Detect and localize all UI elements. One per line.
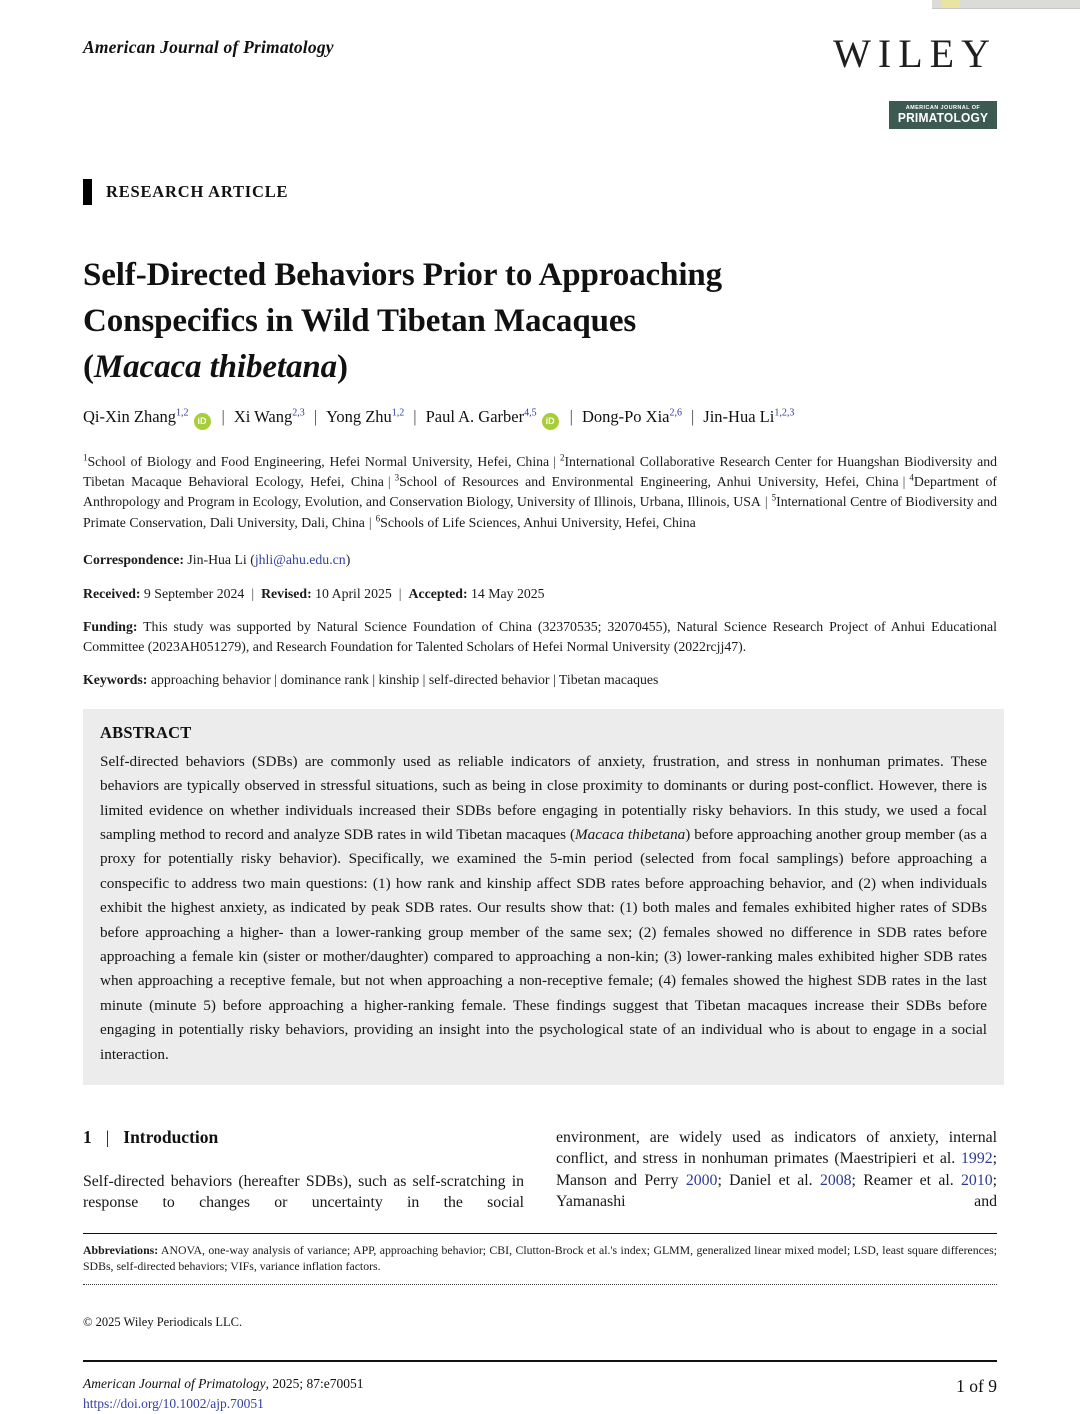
article-type-bar	[83, 179, 92, 205]
intro-right-text: ; Yamanashi and	[556, 1171, 998, 1211]
author	[703, 407, 794, 426]
article-type	[83, 179, 997, 205]
wiley-logo: WILEY	[833, 31, 997, 76]
dotted-divider	[83, 1284, 997, 1285]
history-line	[83, 584, 997, 604]
citation-year-link[interactable]: 2008	[819, 1171, 852, 1189]
species-paren-open: (	[83, 349, 94, 386]
section-pipe: |	[105, 1127, 110, 1148]
intro-right-text: ; Manson and Perry	[556, 1150, 997, 1189]
article-title	[83, 253, 997, 391]
intro-paragraph-right	[556, 1127, 997, 1213]
author-name: Dong-Po Xia	[581, 406, 670, 426]
footer-journal-name: American Journal of Primatology	[83, 1375, 266, 1391]
history-separator: |	[398, 585, 402, 601]
funding-line	[83, 617, 997, 657]
revised-value: 10 April 2025	[311, 585, 392, 601]
author	[83, 407, 189, 426]
affil-sup: 3	[394, 472, 400, 483]
author-affil-sup: 1,2	[391, 407, 405, 419]
journal-badge-line2: PRIMATOLOGY	[897, 111, 989, 125]
author-affil-sup: 2,6	[669, 407, 682, 419]
title-line2: Conspecifics in Wild Tibetan Macaques	[83, 303, 637, 340]
abbreviations-rule	[83, 1233, 997, 1234]
keywords-text: approaching behavior | dominance rank | kinship | self-directed behavior | Tibetan macaques	[147, 671, 659, 687]
keywords-line	[83, 670, 997, 690]
intro-right-text: environment, are widely used as indicators of anxiety, internal conflict, and stress in nonhuman primates (Maestripieri et al.	[556, 1129, 997, 1168]
received-label: Received:	[83, 585, 141, 601]
correspondence-label: Correspondence:	[83, 551, 184, 567]
affil-sup: 6	[375, 512, 381, 523]
section-heading-introduction	[83, 1127, 524, 1148]
abstract-species: Macaca thibetana	[575, 825, 686, 843]
orcid-icon[interactable]: iD	[194, 413, 211, 430]
footer-rule	[83, 1360, 997, 1362]
author-separator: |	[313, 406, 318, 426]
keywords-label: Keywords:	[83, 671, 148, 687]
author-affil-sup: 1,2	[176, 407, 189, 419]
funding-text: This study was supported by Natural Science Foundation of China (32370535; 32070455), Natural Science Research Project of Anhui Educational Committee (2023AH051279), and Research Foundation for Talented Scholars of Hefei Normal University (2022rcjj47).	[83, 618, 997, 654]
page-number: 1 of 9	[956, 1375, 997, 1396]
received-value: 9 September 2024	[140, 585, 245, 601]
author-affil-sup: 4,5	[524, 407, 537, 419]
affil-text: International Collaborative Research Center for Huangshan Biodiversity and Tibetan Macaque Behavioral Ecology, Hefei, China	[83, 453, 997, 490]
doi-link[interactable]: https://doi.org/10.1002/ajp.70051	[83, 1395, 264, 1411]
intro-right-text: ; Daniel et al.	[717, 1171, 820, 1189]
affil-text: School of Resources and Environmental Engineering, Anhui University, Hefei, China	[399, 474, 899, 490]
author-list	[83, 407, 997, 430]
author-affil-sup: 2,3	[292, 407, 305, 419]
affil-separator: |	[553, 453, 556, 469]
abbreviations-text: ANOVA, one-way analysis of variance; APP, approaching behavior; CBI, Clutton-Brock et al.'s index; GLMM, generalized linear mixed model; LSD, least square differences; SDBs, self-directed behaviors; VIFs, variance inflation factors.	[83, 1242, 997, 1274]
author-name: Xi Wang	[233, 406, 293, 426]
history-separator: |	[251, 585, 255, 601]
journal-name: American Journal of Primatology	[83, 37, 334, 57]
affil-text: International Centre of Biodiversity and Primate Conservation, Dali University, Dali, China	[83, 494, 997, 530]
abstract-part1: Self-directed behaviors (SDBs) are commonly used as reliable indicators of anxiety, frustration, and stress in nonhuman primates. These behaviors are typically observed in stressful situations, such as being in close proximity to dominants or during post-conflict. However, there is limited evidence on whether individuals increased their SDBs before engaging in potentially risky behaviors. In this study, we used a focal sampling method to record and analyze SDB rates in wild Tibetan macaques (	[100, 752, 987, 843]
abbreviations-line	[83, 1242, 997, 1275]
left-column	[83, 1127, 524, 1214]
author-name: Jin-Hua Li	[703, 406, 775, 426]
page-header	[83, 0, 997, 129]
affil-separator: |	[764, 494, 768, 510]
affil-sup: 4	[909, 472, 914, 483]
funding-label: Funding:	[83, 618, 138, 634]
species-paren-close: )	[337, 349, 348, 386]
author-separator: |	[413, 406, 417, 426]
journal-badge	[889, 101, 997, 129]
intro-paragraph-left: Self-directed behaviors (hereafter SDBs), such as self-scratching in response to changes or uncertainty in the social	[83, 1173, 524, 1212]
affil-sup: 2	[559, 452, 565, 463]
section-number: 1	[83, 1127, 92, 1148]
revised-label: Revised:	[261, 585, 312, 601]
author	[234, 407, 305, 426]
citation-year-link[interactable]: 2010	[961, 1171, 993, 1189]
correspondence-email-link[interactable]: jhli@ahu.edu.cn	[254, 551, 346, 567]
citation-year-link[interactable]: 1992	[961, 1150, 993, 1168]
page-footer	[83, 1374, 997, 1414]
author-separator: |	[221, 406, 225, 426]
journal-badge-line1: AMERICAN JOURNAL OF	[905, 105, 981, 111]
section-title: Introduction	[123, 1127, 219, 1148]
accepted-value: 14 May 2025	[467, 585, 545, 601]
orcid-icon[interactable]: iD	[542, 413, 559, 430]
affil-sup: 5	[771, 492, 777, 503]
affil-text: School of Biology and Food Engineering, Hefei Normal University, Hefei, China	[87, 453, 550, 469]
author-name: Paul A. Garber	[425, 406, 525, 426]
affil-text: Schools of Life Sciences, Anhui University, Hefei, China	[380, 514, 696, 530]
affil-sup: 1	[83, 452, 88, 463]
abbreviations-label: Abbreviations:	[83, 1242, 159, 1257]
author	[426, 407, 537, 426]
species-name: Macaca thibetana	[93, 349, 338, 386]
author-separator: |	[569, 406, 573, 426]
affil-separator: |	[368, 514, 372, 530]
body-columns	[83, 1127, 997, 1214]
abstract-text	[100, 750, 987, 1067]
article-type-label: RESEARCH ARTICLE	[106, 182, 289, 202]
citation-year-link[interactable]: 2000	[685, 1171, 718, 1189]
intro-right-text: ; Reamer et al.	[851, 1171, 962, 1189]
cut-off-page-edge	[932, 0, 1080, 9]
abstract-part2: ) before approaching another group member (as a proxy for potentially risky behavior). Specifically, we examined the 5-min period (selected from focal samplings) before approaching a conspecific to address two main questions: (1) how rank and kinship affect SDB rates before approaching behavior, and (2) when individuals exhibit the highest anxiety, as indicated by peak SDB rates. Our results show that: (1) both males and females exhibited higher rates of SDBs before approaching a higher- than a lower-ranking group member of the same sex; (2) females showed no difference in SDB rates before approaching a female kin (sister or mother/daughter) compared to approaching a non-kin; (3) lower-ranking males exhibited higher SDB rates when approaching a receptive female, but not when approaching a non-receptive female; (4) females showed the highest SDB rates in the last minute (minute 5) before approaching a higher-ranking female. These findings suggest that Tibetan macaques increase their SDBs before engaging in potentially risky behaviors, providing an insight into the psychological state of an individual who is about to engage in a social interaction.	[100, 825, 987, 1063]
author-separator: |	[690, 406, 695, 426]
affiliations	[83, 452, 997, 533]
cut-off-badge-fragment	[942, 0, 960, 8]
column-gap	[524, 1127, 556, 1214]
author-affil-sup: 1,2,3	[774, 407, 795, 419]
correspondence-name: Jin-Hua Li (	[183, 551, 255, 567]
abstract-heading: ABSTRACT	[100, 722, 192, 742]
author-name: Qi-Xin Zhang	[83, 406, 177, 426]
correspondence-close: )	[345, 551, 351, 567]
accepted-label: Accepted:	[408, 585, 468, 601]
footer-citation	[83, 1374, 363, 1414]
abstract-section	[83, 709, 1004, 1085]
author	[326, 407, 404, 426]
copyright-line: © 2025 Wiley Periodicals LLC.	[83, 1314, 243, 1329]
affil-separator: |	[902, 474, 906, 490]
affil-separator: |	[387, 474, 391, 490]
affil-text: Department of Anthropology and Program in Ecology, Evolution, and Conservation Biology, University of Illinois, Urbana, Illinois, USA	[83, 474, 997, 510]
author-name: Yong Zhu	[326, 406, 392, 426]
right-column	[556, 1127, 997, 1214]
author	[582, 407, 682, 426]
title-line1: Self-Directed Behaviors Prior to Approaching	[83, 257, 723, 294]
footer-citation-rest: , 2025; 87:e70051	[265, 1375, 364, 1391]
correspondence-line	[83, 550, 997, 570]
